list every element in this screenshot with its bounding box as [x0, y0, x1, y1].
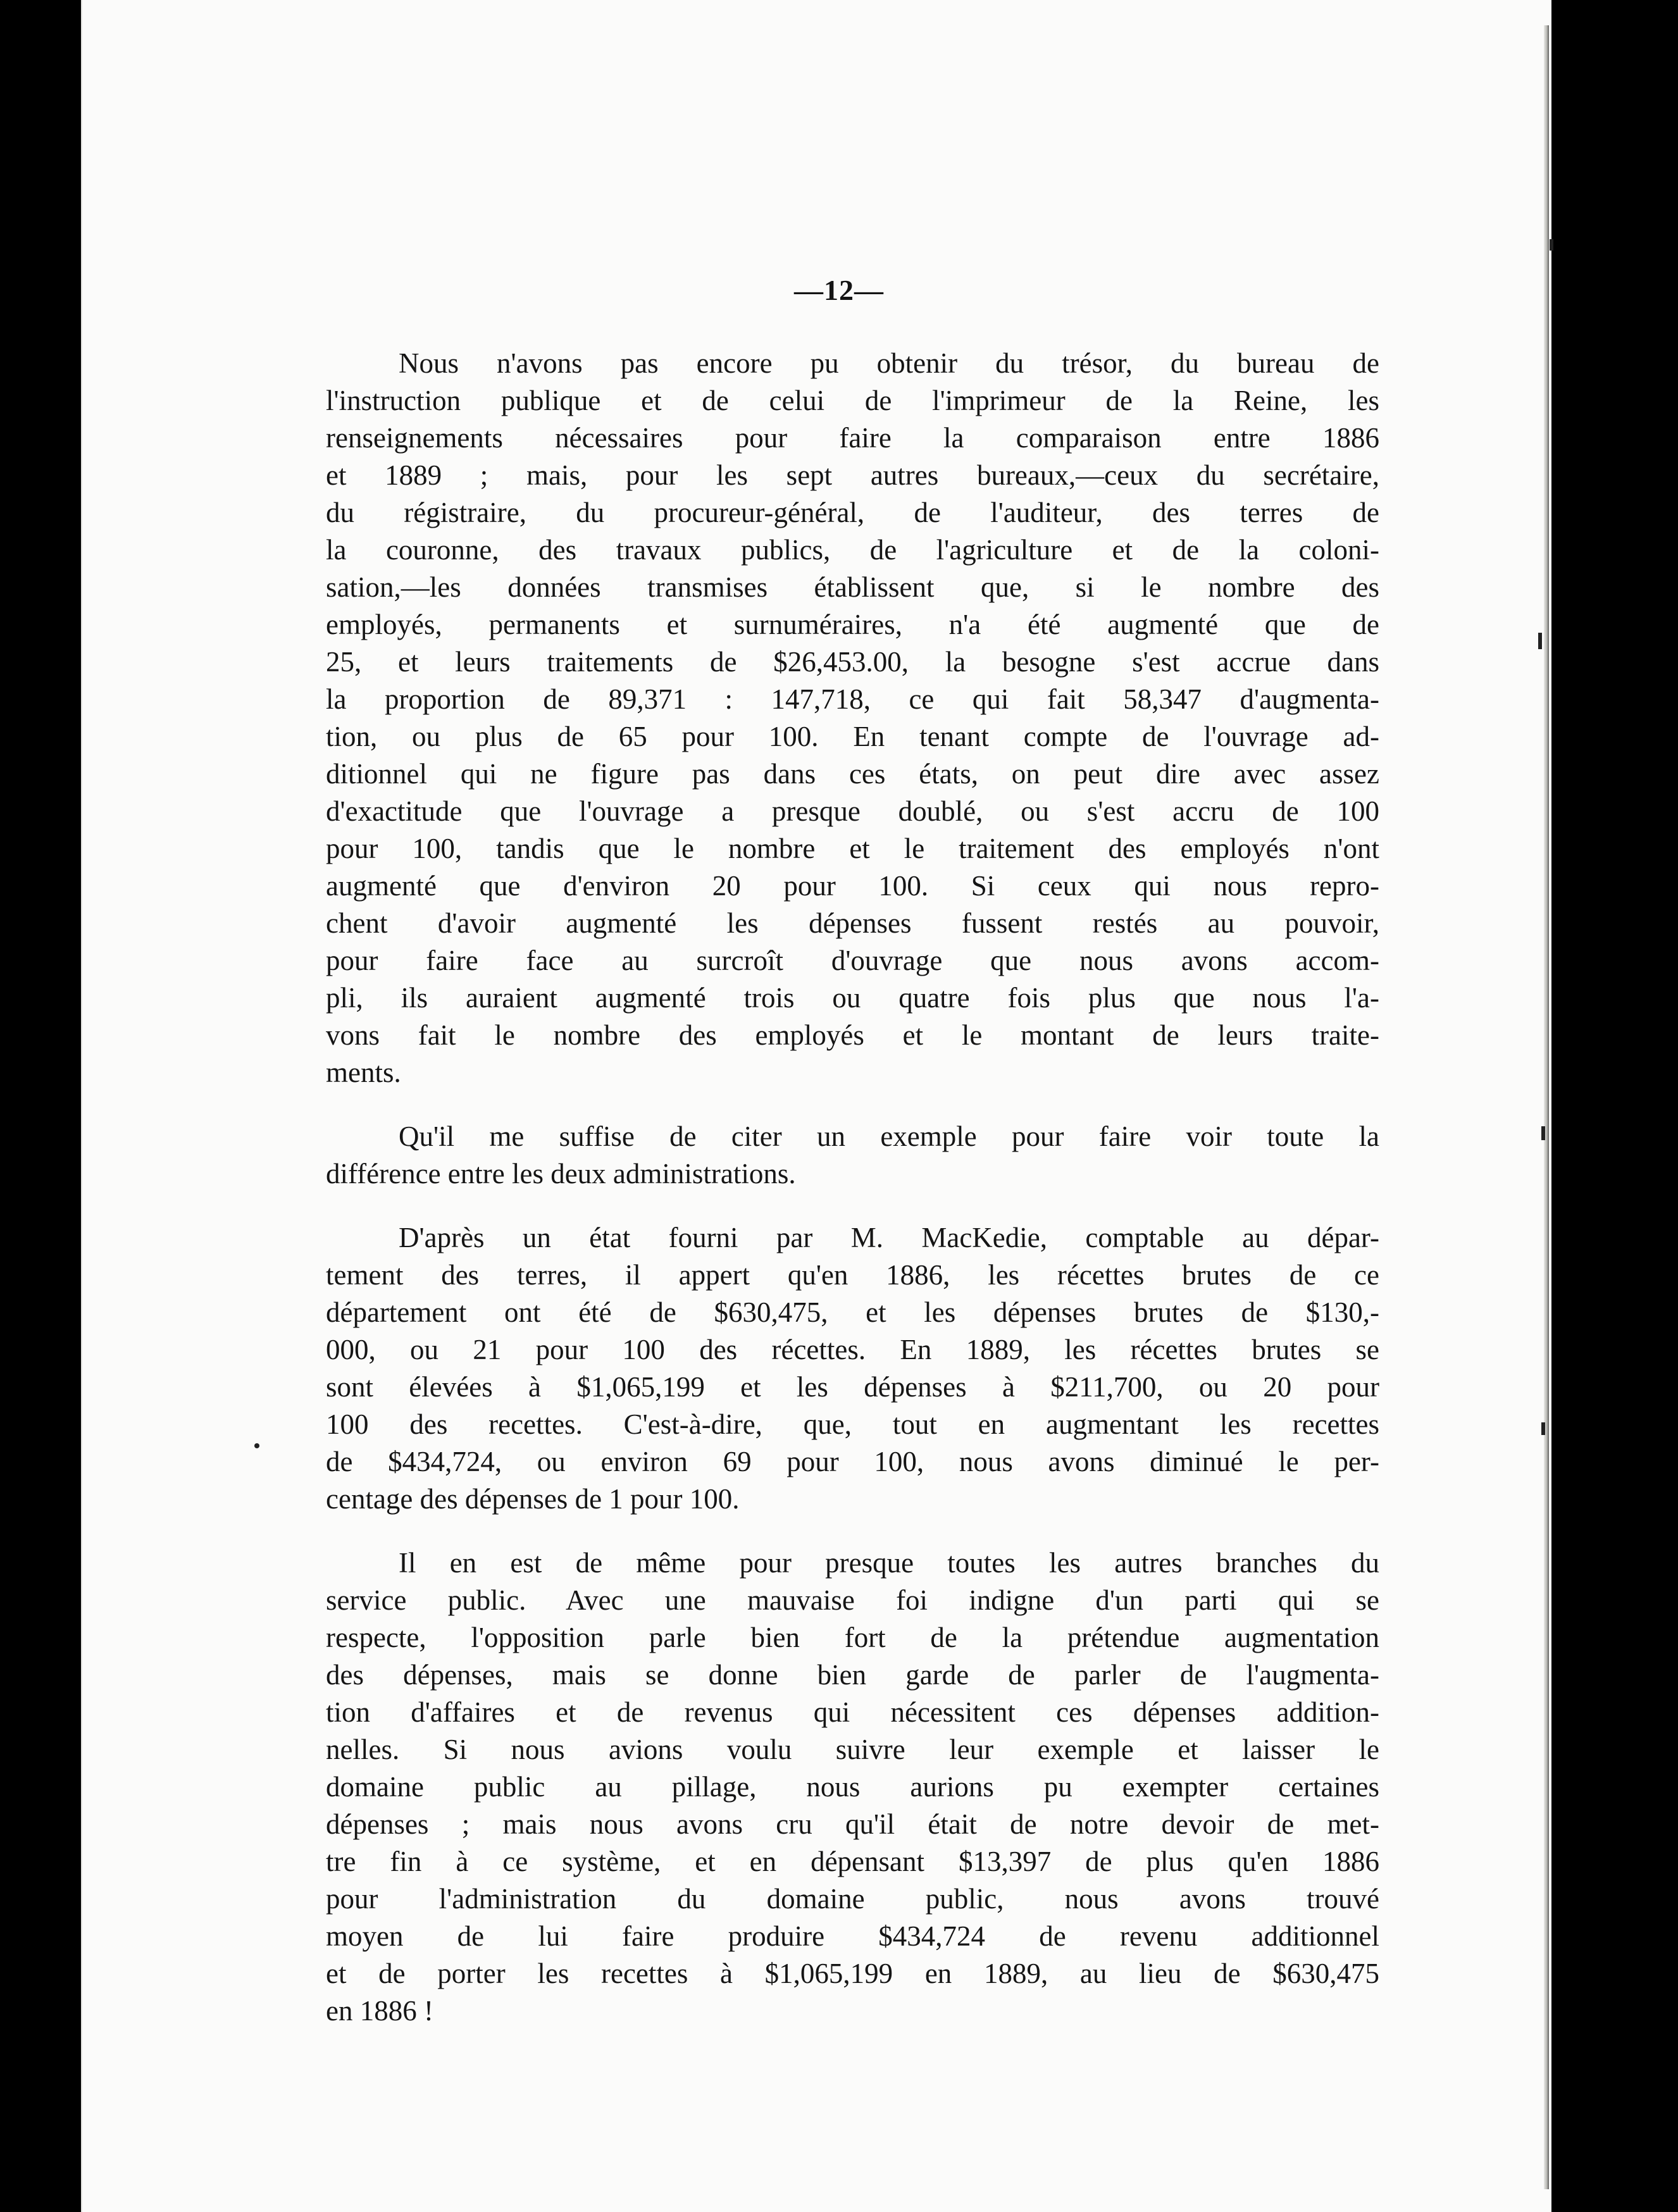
- text-line: la couronne, des travaux publics, de l'agriculture et de la coloni-: [326, 534, 1379, 566]
- text-line: sation,—les données transmises établissent que, si le nombre des: [326, 571, 1379, 603]
- text-line: renseignements nécessaires pour faire la comparaison entre 1886: [326, 422, 1379, 454]
- text-line: sont élevées à $1,065,199 et les dépenses à $211,700, ou 20 pour: [326, 1371, 1379, 1403]
- page-number: —12—: [794, 274, 884, 306]
- text-line: pli, ils auraient augmenté trois ou quatre fois plus que nous l'a-: [326, 982, 1379, 1014]
- page-edge-mark: [1541, 1422, 1545, 1435]
- text-line: domaine public au pillage, nous aurions pu exempter certaines: [326, 1771, 1379, 1803]
- text-line: 100 des recettes. C'est-à-dire, que, tout en augmentant les recettes: [326, 1408, 1379, 1440]
- text-line: Nous n'avons pas encore pu obtenir du trésor, du bureau de: [399, 347, 1379, 379]
- text-line: et 1889 ; mais, pour les sept autres bureaux,—ceux du secrétaire,: [326, 459, 1379, 491]
- text-line: nelles. Si nous avions voulu suivre leur exemple et laisser le: [326, 1734, 1379, 1765]
- text-line: 000, ou 21 pour 100 des récettes. En 1889, les récettes brutes se: [326, 1334, 1379, 1365]
- text-line: respecte, l'opposition parle bien fort de la prétendue augmentation: [326, 1622, 1379, 1653]
- paragraph: [326, 1219, 1379, 1518]
- page-edge-mark: [1550, 239, 1553, 251]
- text-line: ditionnel qui ne figure pas dans ces états, on peut dire avec assez: [326, 758, 1379, 790]
- text-line: tion, ou plus de 65 pour 100. En tenant compte de l'ouvrage ad-: [326, 721, 1379, 752]
- text-line: Qu'il me suffise de citer un exemple pour faire voir toute la: [399, 1121, 1379, 1152]
- text-line: tement des terres, il appert qu'en 1886, les récettes brutes de ce: [326, 1259, 1379, 1291]
- text-line: Il en est de même pour presque toutes les autres branches du: [399, 1547, 1379, 1579]
- text-line: la proportion de 89,371 : 147,718, ce qui fait 58,347 d'augmenta-: [326, 683, 1379, 715]
- page-edge-mark: [1538, 633, 1542, 649]
- text-line: d'exactitude que l'ouvrage a presque doublé, ou s'est accru de 100: [326, 795, 1379, 827]
- text-line: centage des dépenses de 1 pour 100.: [326, 1483, 740, 1515]
- text-line: en 1886 !: [326, 1995, 433, 2027]
- text-line: pour faire face au surcroît d'ouvrage que nous avons accom-: [326, 945, 1379, 976]
- text-line: dépenses ; mais nous avons cru qu'il était de notre devoir de met-: [326, 1808, 1379, 1840]
- paragraph-gap: [326, 1091, 1379, 1118]
- paragraph-gap: [326, 1518, 1379, 1544]
- text-line: des dépenses, mais se donne bien garde de parler de l'augmenta-: [326, 1659, 1379, 1691]
- paragraph-gap: [326, 1193, 1379, 1219]
- text-line: pour 100, tandis que le nombre et le traitement des employés n'ont: [326, 833, 1379, 864]
- paragraph: [326, 1118, 1379, 1193]
- text-line: pour l'administration du domaine public, nous avons trouvé: [326, 1883, 1379, 1915]
- text-line: augmenté que d'environ 20 pour 100. Si ceux qui nous repro-: [326, 870, 1379, 902]
- text-line: chent d'avoir augmenté les dépenses fussent restés au pouvoir,: [326, 907, 1379, 939]
- text-line: 25, et leurs traitements de $26,453.00, la besogne s'est accrue dans: [326, 646, 1379, 678]
- text-line: employés, permanents et surnuméraires, n'a été augmenté que de: [326, 609, 1379, 640]
- text-line: tion d'affaires et de revenus qui nécessitent ces dépenses addition-: [326, 1696, 1379, 1728]
- page-edge-mark: [1541, 1126, 1545, 1140]
- text-line: moyen de lui faire produire $434,724 de revenu additionnel: [326, 1920, 1379, 1952]
- text-line: service public. Avec une mauvaise foi indigne d'un parti qui se: [326, 1584, 1379, 1616]
- text-line: D'après un état fourni par M. MacKedie, comptable au dépar-: [399, 1222, 1379, 1253]
- text-line: département ont été de $630,475, et les dépenses brutes de $130,-: [326, 1296, 1379, 1328]
- text-line: et de porter les recettes à $1,065,199 en 1889, au lieu de $630,475: [326, 1958, 1379, 1989]
- text-line: de $434,724, ou environ 69 pour 100, nous avons diminué le per-: [326, 1446, 1379, 1477]
- margin-dot: [254, 1443, 259, 1448]
- body-text: [326, 345, 1379, 2030]
- text-line: différence entre les deux administrations.: [326, 1158, 796, 1190]
- text-line: du régistraire, du procureur-général, de l'auditeur, des terres de: [326, 497, 1379, 528]
- text-line: l'instruction publique et de celui de l'imprimeur de la Reine, les: [326, 385, 1379, 416]
- page-edge-shadow: [1544, 25, 1549, 2189]
- paragraph: [326, 345, 1379, 1091]
- text-line: vons fait le nombre des employés et le montant de leurs traite-: [326, 1019, 1379, 1051]
- text-line: ments.: [326, 1057, 401, 1088]
- text-line: tre fin à ce système, et en dépensant $13,397 de plus qu'en 1886: [326, 1846, 1379, 1877]
- paragraph: [326, 1544, 1379, 2030]
